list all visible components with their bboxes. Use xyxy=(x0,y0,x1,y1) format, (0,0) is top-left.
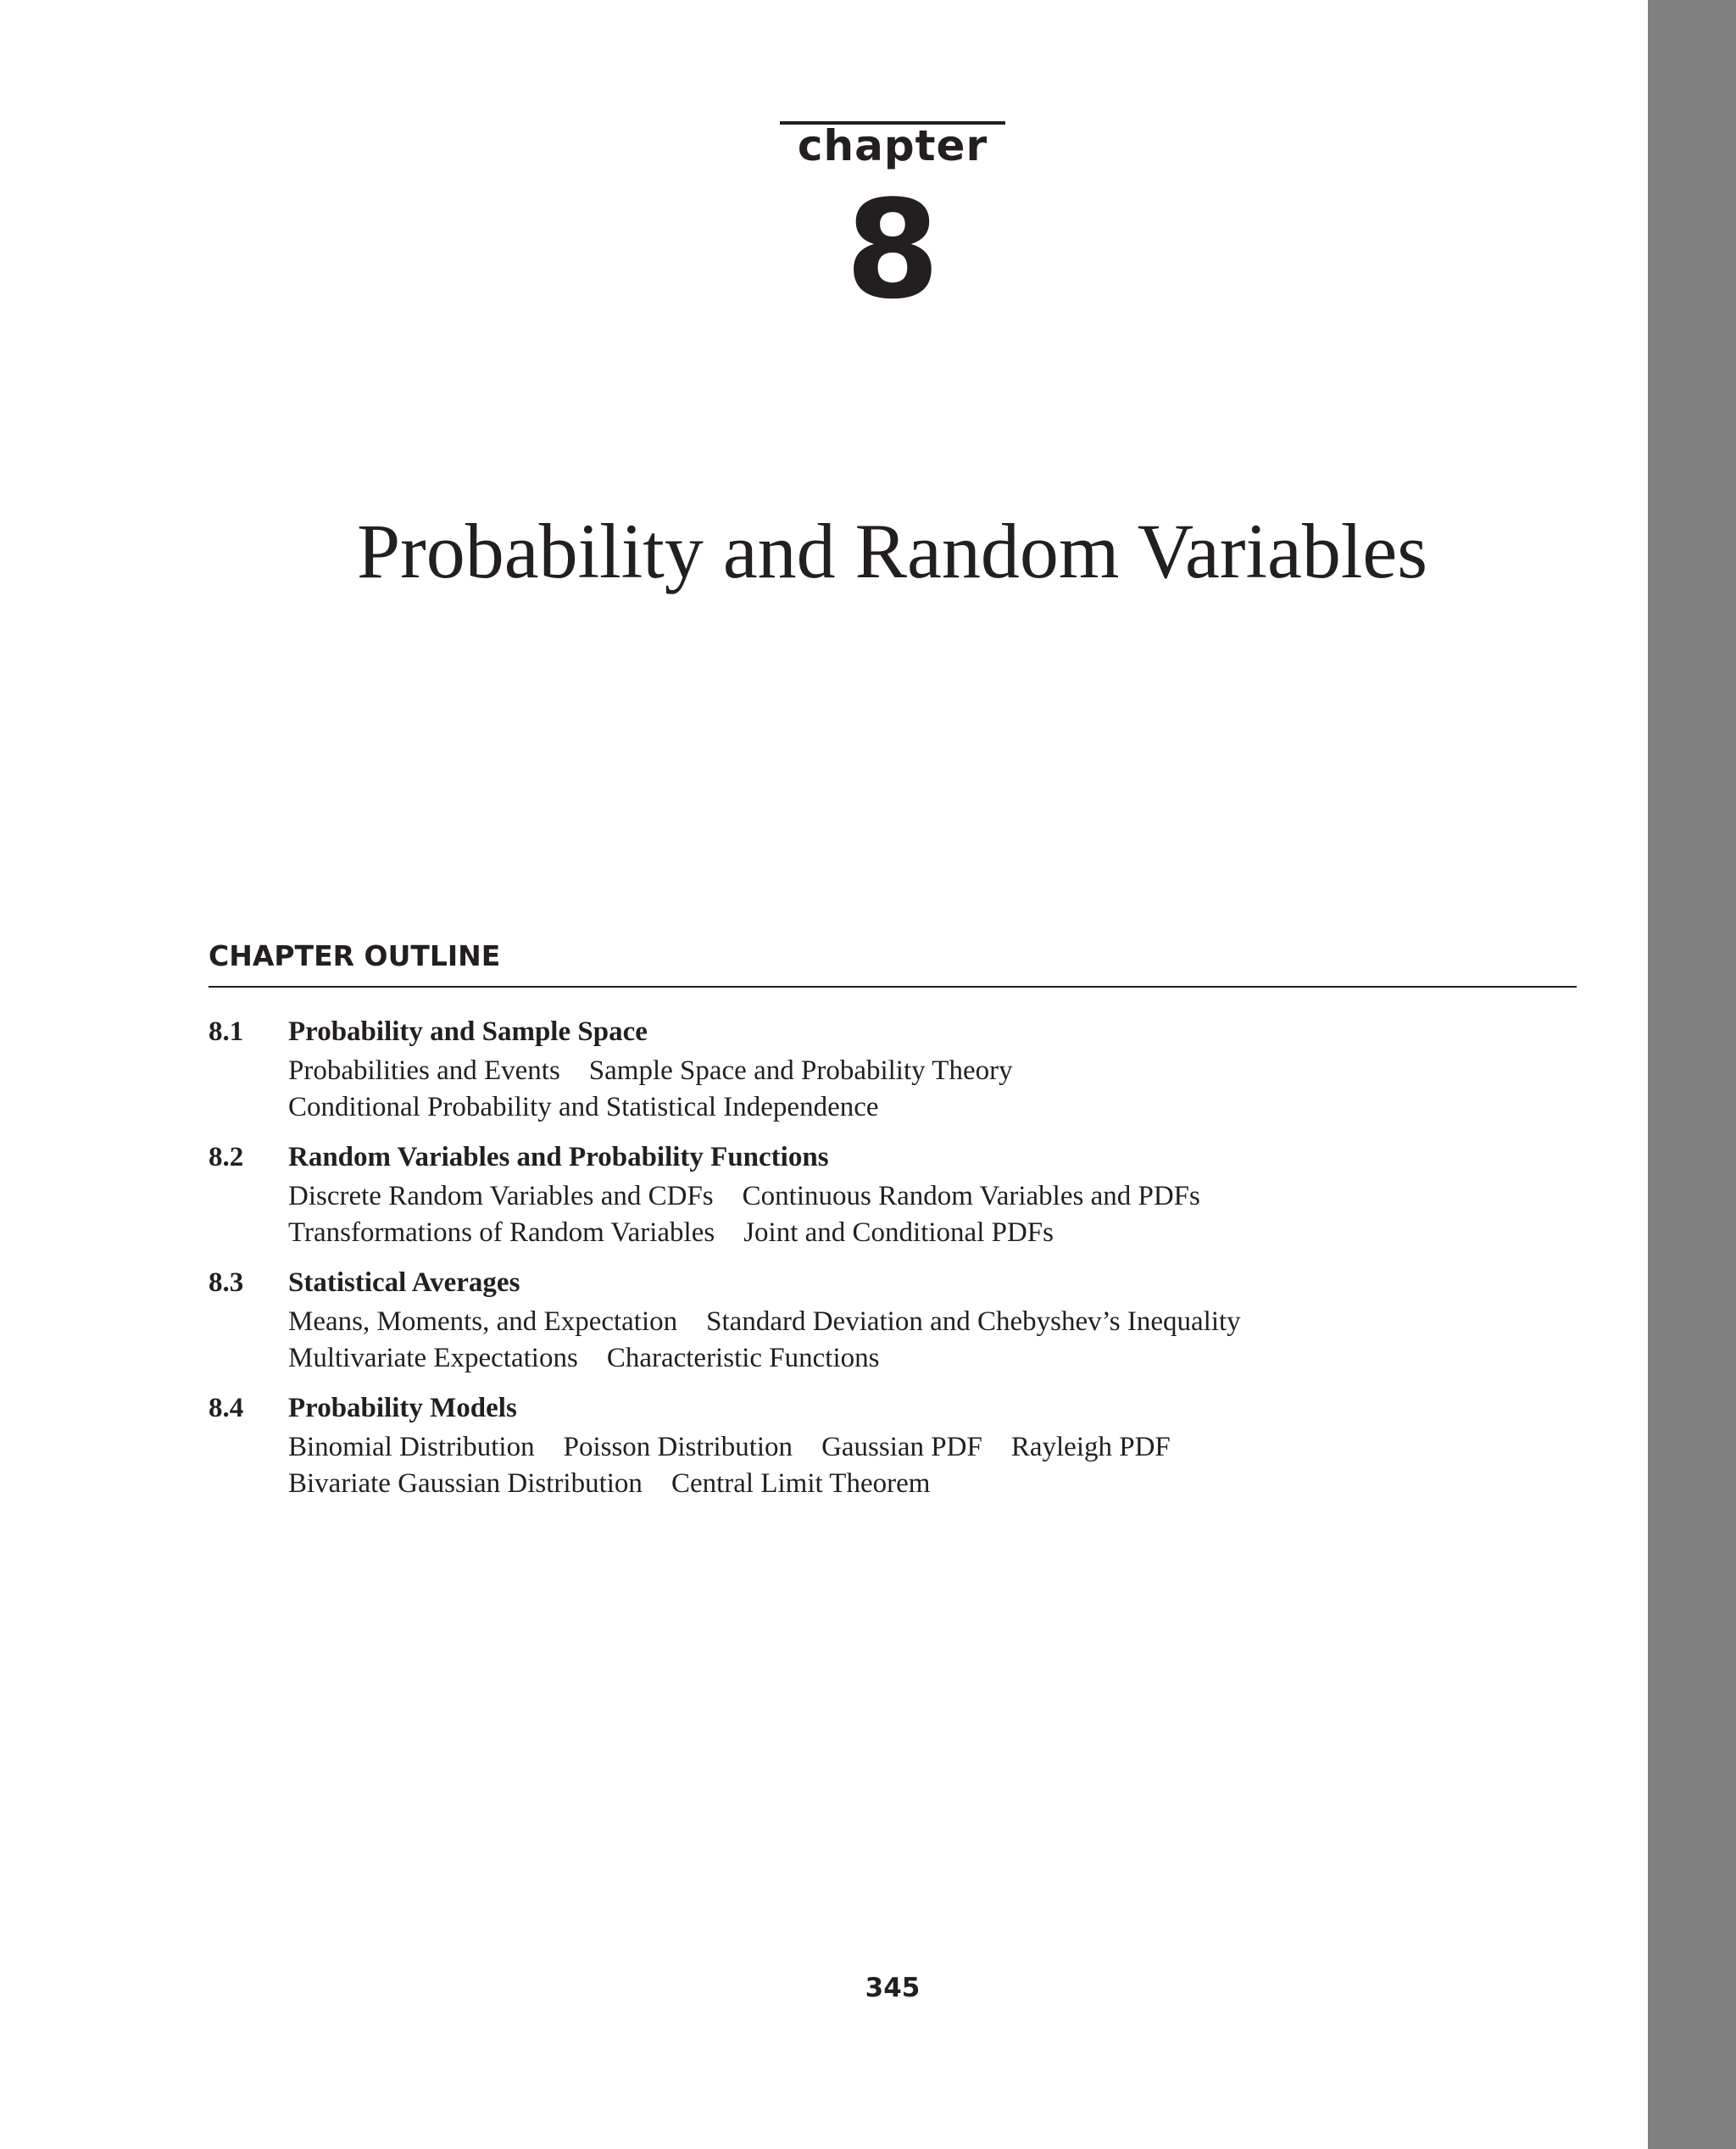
section-topic: Multivariate Expectations xyxy=(288,1343,578,1373)
section-topic: Probabilities and Events xyxy=(288,1055,560,1086)
section-topic: Sample Space and Probability Theory xyxy=(588,1055,1013,1086)
outline-heading: CHAPTER OUTLINE xyxy=(209,939,501,972)
section-topic: Bivariate Gaussian Distribution xyxy=(288,1468,643,1499)
section-topic: Transformations of Random Variables xyxy=(288,1217,715,1248)
chapter-number: 8 xyxy=(845,170,940,329)
section-number: 8.2 xyxy=(209,1142,244,1172)
outline-section xyxy=(209,1136,1577,1251)
topic-line xyxy=(288,1429,1577,1466)
section-heading xyxy=(209,1136,1577,1178)
section-topic: Conditional Probability and Statistical Independence xyxy=(288,1092,879,1122)
section-topic: Binomial Distribution xyxy=(288,1432,535,1462)
topic-line xyxy=(288,1466,1577,1502)
section-topic: Central Limit Theorem xyxy=(670,1468,931,1499)
section-topic: Poisson Distribution xyxy=(563,1432,793,1462)
section-heading xyxy=(209,1387,1577,1429)
section-topic: Joint and Conditional PDFs xyxy=(743,1217,1054,1248)
section-topic: Gaussian PDF xyxy=(821,1432,982,1462)
section-heading xyxy=(209,1010,1577,1053)
section-title: Statistical Averages xyxy=(288,1267,520,1298)
topic-line xyxy=(288,1215,1577,1251)
section-topic: Means, Moments, and Expectation xyxy=(288,1306,678,1337)
topic-line xyxy=(288,1053,1577,1089)
chapter-title: Probability and Random Variables xyxy=(356,508,1428,594)
outline-rule xyxy=(209,986,1577,988)
section-topic: Rayleigh PDF xyxy=(1010,1432,1171,1462)
section-number: 8.1 xyxy=(209,1016,244,1047)
section-topic: Standard Deviation and Chebyshev’s Inequality xyxy=(706,1306,1241,1337)
section-topic: Continuous Random Variables and PDFs xyxy=(742,1181,1200,1211)
section-topic: Characteristic Functions xyxy=(606,1343,880,1373)
section-title: Random Variables and Probability Functions xyxy=(288,1142,829,1172)
outline-section xyxy=(209,1010,1577,1126)
section-heading xyxy=(209,1261,1577,1304)
page-edge-strip xyxy=(1648,0,1736,2149)
outline-section xyxy=(209,1261,1577,1377)
chapter-label: chapter xyxy=(797,121,988,170)
topic-line xyxy=(288,1089,1577,1126)
topic-line xyxy=(288,1340,1577,1377)
chapter-outline xyxy=(209,1010,1577,1512)
page-number: 345 xyxy=(865,1973,921,2003)
section-number: 8.3 xyxy=(209,1267,244,1298)
section-title: Probability and Sample Space xyxy=(288,1016,648,1047)
topic-line xyxy=(288,1304,1577,1340)
section-topic: Discrete Random Variables and CDFs xyxy=(288,1181,714,1211)
outline-section xyxy=(209,1387,1577,1502)
section-number: 8.4 xyxy=(209,1393,244,1423)
section-title: Probability Models xyxy=(288,1393,517,1423)
topic-line xyxy=(288,1178,1577,1215)
